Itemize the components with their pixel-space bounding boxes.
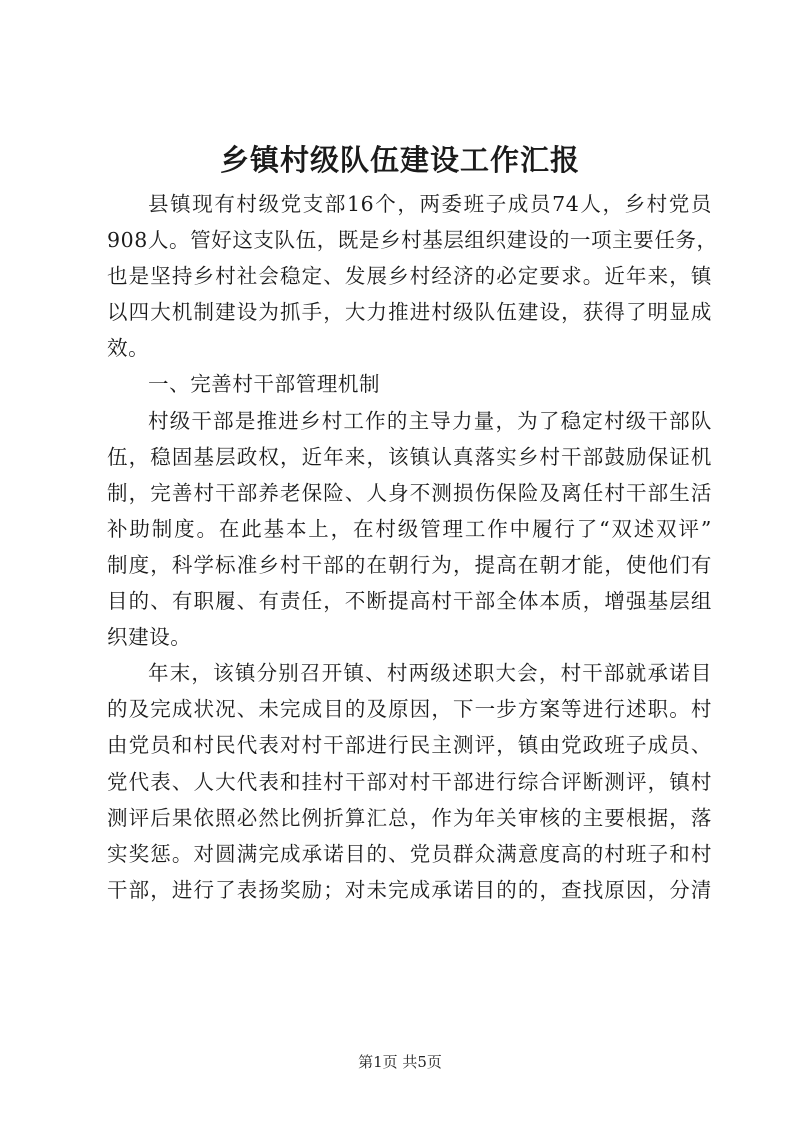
body-line: 也是坚持乡村社会稳定、发展乡村经济的必定要求。近年来，镇 xyxy=(107,264,712,289)
body-line: 织建设。 xyxy=(107,625,192,650)
body-line: 县镇现有村级党支部16个，两委班子成员74人，乡村党员 xyxy=(148,192,712,216)
body-line: 测评后果依照必然比例折算汇总，作为年关审核的主要根据，落 xyxy=(107,805,712,830)
body-line: 制，完善村干部养老保险、人身不测损伤保险及离任村干部生活 xyxy=(107,480,712,505)
body-line: 的及完成状况、未完成目的及原因，下一步方案等进行述职。村 xyxy=(107,697,712,722)
body-line: 伍，稳固基层政权，近年来，该镇认真落实乡村干部鼓励保证机 xyxy=(107,444,712,469)
document-title: 乡镇村级队伍建设工作汇报 xyxy=(219,143,580,177)
body-line: 目的、有职履、有责任，不断提高村干部全体本质，增强基层组 xyxy=(107,589,712,614)
body-line: 年末，该镇分别召开镇、村两级述职大会，村干部就承诺目 xyxy=(148,661,712,686)
body-line: 制度，科学标准乡村干部的在朝行为，提高在朝才能，使他们有 xyxy=(107,552,712,577)
body-line: 以四大机制建设为抓手，大力推进村级队伍建设，获得了明显成 xyxy=(107,300,712,325)
body-line: 村级干部是推进乡村工作的主导力量，为了稳定村级干部队 xyxy=(148,408,712,433)
document-body xyxy=(107,186,718,908)
body-line: 干部，进行了表扬奖励；对未完成承诺目的的，查找原因，分清 xyxy=(107,877,712,902)
body-line: 补助制度。在此基本上，在村级管理工作中履行了“双述双评” xyxy=(107,516,712,541)
section-heading: 一、完善村干部管理机制 xyxy=(148,372,381,397)
body-line: 由党员和村民代表对村干部进行民主测评，镇由党政班子成员、 xyxy=(107,733,712,758)
page-footer: 第1页 共5页 xyxy=(358,1053,442,1071)
body-line: 党代表、人大代表和挂村干部对村干部进行综合评断测评，镇村 xyxy=(107,769,712,794)
body-line: 实奖惩。对圆满完成承诺目的、党员群众满意度高的村班子和村 xyxy=(107,841,712,866)
body-line: 908人。管好这支队伍，既是乡村基层组织建设的一项主要任务， xyxy=(107,228,718,253)
body-line: 效。 xyxy=(107,336,150,361)
